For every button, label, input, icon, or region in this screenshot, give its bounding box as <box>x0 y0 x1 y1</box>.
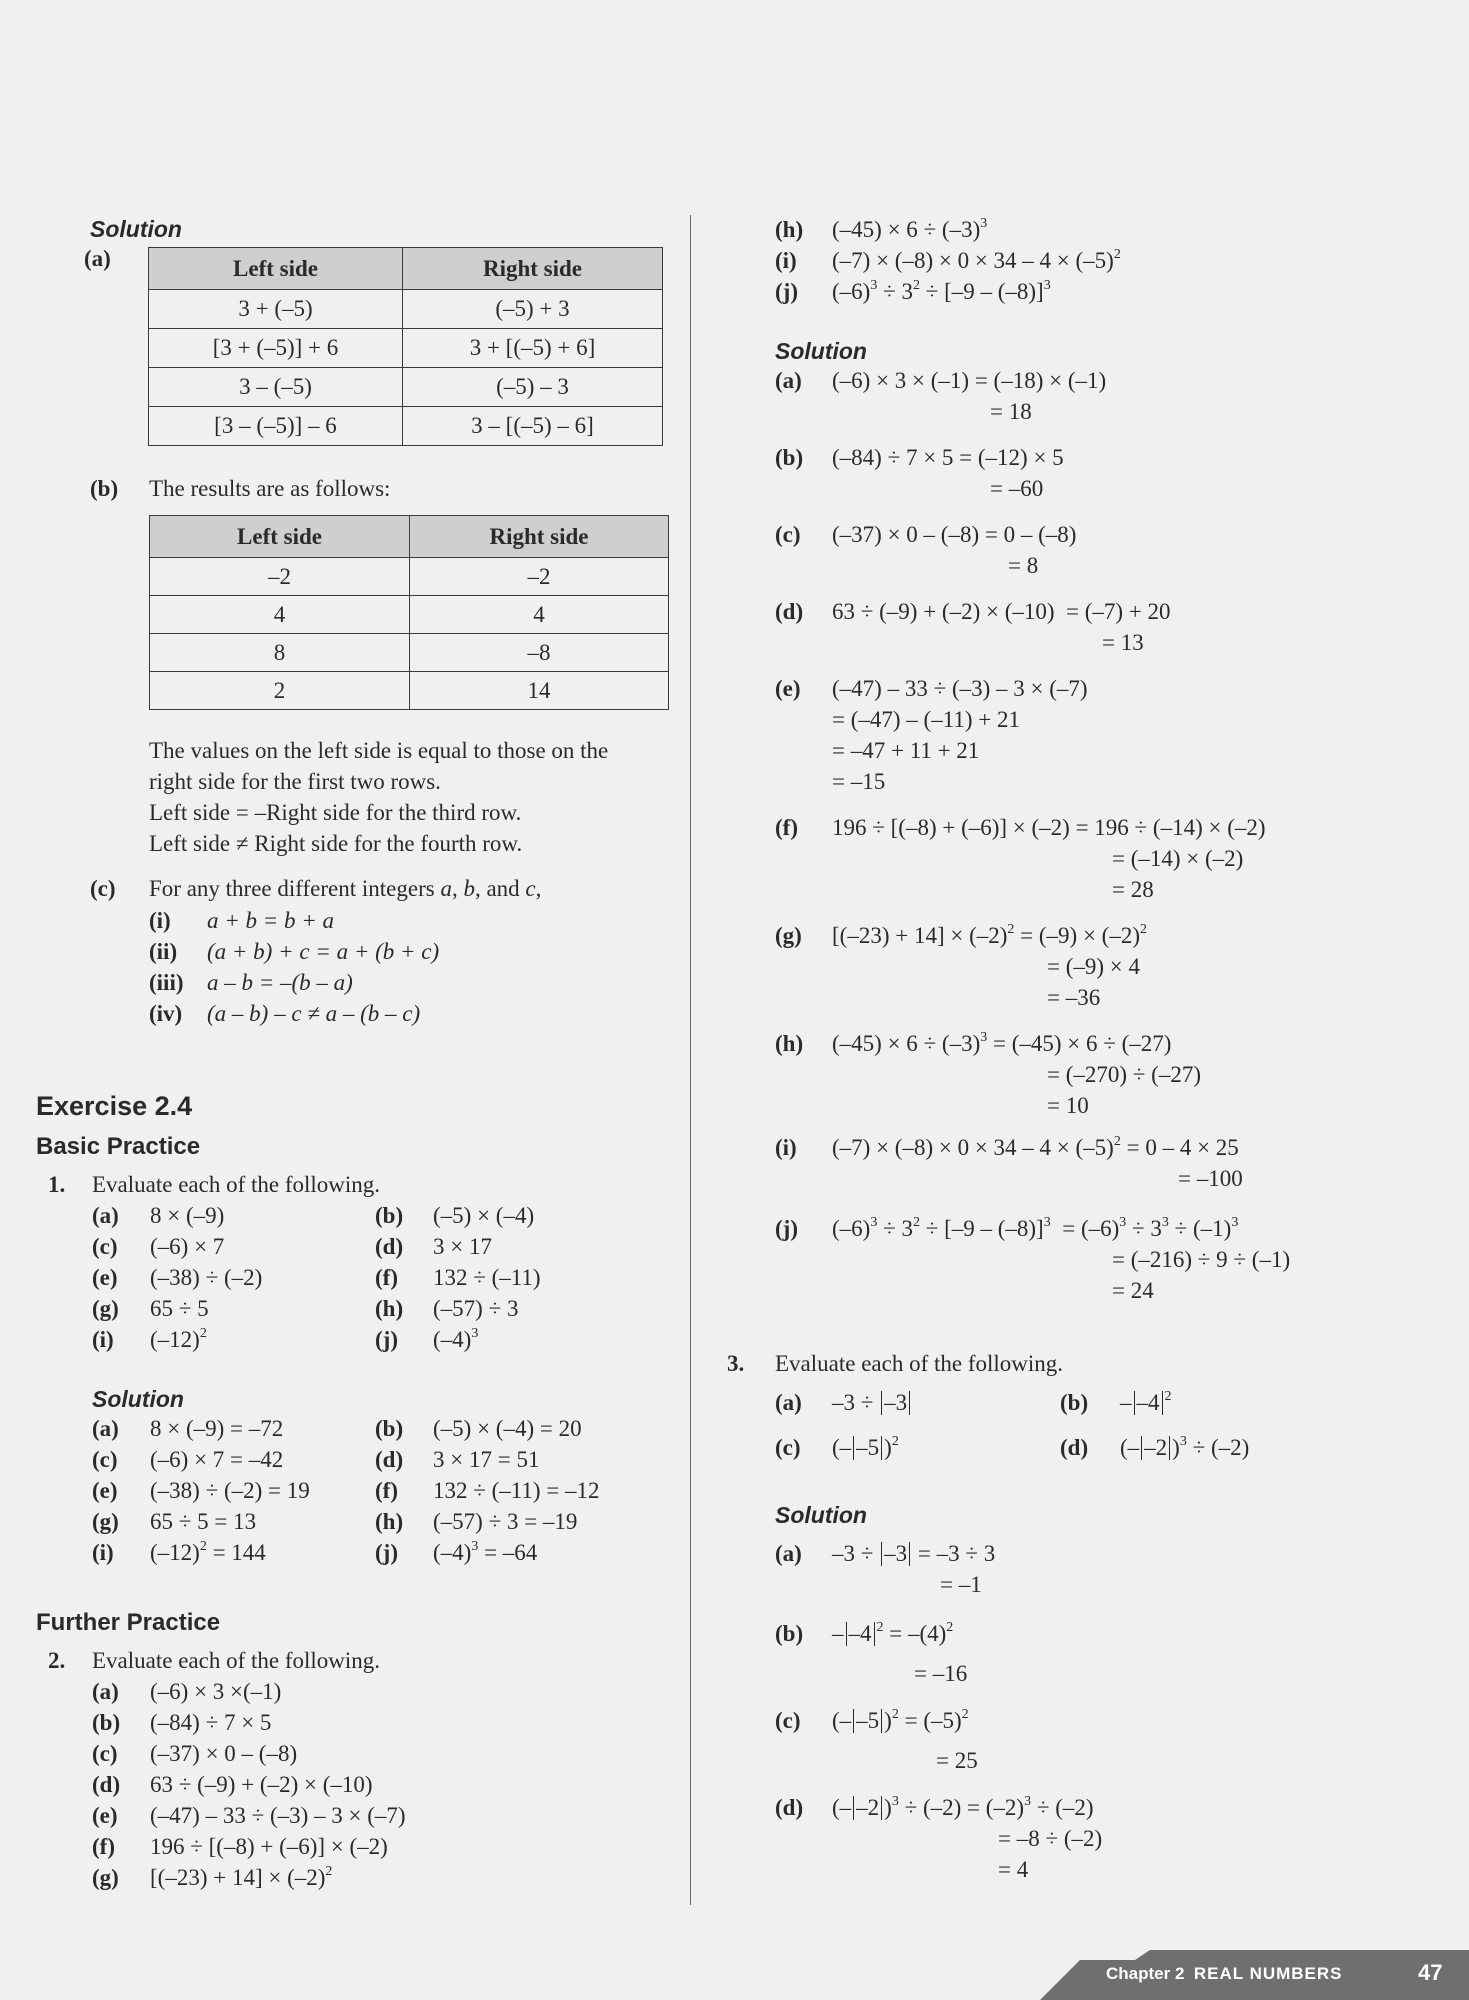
table-a <box>148 247 663 446</box>
item-label: (a) <box>775 1390 802 1415</box>
explanation-line: Left side ≠ Right side for the fourth row. <box>149 831 523 856</box>
property-expression: a + b = b + a <box>207 908 335 933</box>
answer-expression: (–5) × (–4) = 20 <box>433 1416 582 1441</box>
item-label: (f) <box>375 1478 398 1503</box>
item-label: (e) <box>775 676 801 701</box>
item-label: (e) <box>92 1478 118 1503</box>
exercise-expression: $(-4)^3$ <box>433 1326 479 1352</box>
answer-expression: (–84) ÷ 7 × 5 = (–12) × 5 <box>832 445 1064 470</box>
item-label: (a) <box>92 1416 119 1441</box>
answer-step: = –16 <box>914 1661 968 1686</box>
answer-step: = 8 <box>1008 553 1039 578</box>
question-text: Evaluate each of the following. <box>775 1351 1064 1376</box>
table-b-header-left: Left side <box>150 516 410 558</box>
table-a-cell: 3 + [(–5) + 6] <box>403 329 663 368</box>
answer-expression: (– –2 )$^3 \div (-2) = (-2)^3 \div (-2)$ <box>832 1794 1094 1820</box>
item-label: (d) <box>375 1234 404 1259</box>
item-label: (b) <box>375 1203 404 1228</box>
item-label: (h) <box>375 1509 404 1534</box>
table-b-cell: –8 <box>410 634 669 672</box>
table-a-header-left: Left side <box>149 248 403 290</box>
item-label: (iii) <box>149 970 184 995</box>
column-divider <box>690 215 691 1905</box>
item-label: (ii) <box>149 939 178 964</box>
explanation-line: The values on the left side is equal to those on the <box>149 738 609 763</box>
item-label: (b) <box>90 476 119 501</box>
answer-step: = 18 <box>990 399 1032 424</box>
answer-step: = (–14) × (–2) <box>1112 846 1244 871</box>
exercise-expression: 65 ÷ 5 <box>150 1296 209 1321</box>
answer-step: = (–47) – (–11) + 21 <box>832 707 1020 732</box>
item-label: (c) <box>92 1234 118 1259</box>
answer-step: = 10 <box>1047 1093 1089 1118</box>
item-label: (b) <box>775 1621 804 1646</box>
question-number: 1. <box>48 1172 66 1197</box>
item-label: (b) <box>1060 1390 1089 1415</box>
item-label: (c) <box>775 522 801 547</box>
answer-expression: $(-12)^2 = 144$ <box>150 1539 266 1565</box>
table-a-cell: (–5) – 3 <box>403 368 663 407</box>
item-label: (c) <box>90 876 116 901</box>
results-intro: The results are as follows: <box>149 476 391 501</box>
table-a-cell: [3 – (–5)] – 6 <box>149 407 403 446</box>
table-a-cell: (–5) + 3 <box>403 290 663 329</box>
item-label: (d) <box>1060 1435 1089 1460</box>
item-label: (j) <box>775 279 798 304</box>
answer-expression: (–47) – 33 ÷ (–3) – 3 × (–7) <box>832 676 1088 701</box>
item-label: (a) <box>92 1203 119 1228</box>
answer-expression: 63 ÷ (–9) + (–2) × (–10) = (–7) + 20 <box>832 599 1171 624</box>
exercise-expression: $(-7) \times (-8) \times 0 \times 34 - 4 \times (-5)^2$ <box>832 247 1121 273</box>
item-label: (g) <box>92 1865 119 1890</box>
property-intro: For any three different integers a, b, and c, <box>149 876 542 901</box>
answer-expression: –3 ÷ –3 = –3 ÷ 3 <box>832 1541 996 1566</box>
exercise-expression: (– –2 )$^3$ ÷ (–2) <box>1120 1434 1250 1460</box>
table-b-cell: 8 <box>150 634 410 672</box>
solution-heading: Solution <box>92 1386 184 1412</box>
solution-heading: Solution <box>775 338 867 364</box>
table-b <box>149 515 669 710</box>
exercise-expression: 196 ÷ [(–8) + (–6)] × (–2) <box>150 1834 388 1859</box>
item-label: (j) <box>375 1540 398 1565</box>
item-label: (g) <box>92 1296 119 1321</box>
exercise-expression: (–84) ÷ 7 × 5 <box>150 1710 272 1735</box>
item-label: (h) <box>775 217 804 242</box>
answer-step: = (–216) ÷ 9 ÷ (–1) <box>1112 1247 1291 1272</box>
item-label: (c) <box>775 1708 801 1733</box>
answer-step: = 25 <box>936 1748 978 1773</box>
answer-expression: 132 ÷ (–11) = –12 <box>433 1478 600 1503</box>
item-label: (c) <box>775 1435 801 1460</box>
answer-expression: 8 × (–9) = –72 <box>150 1416 284 1441</box>
answer-expression: $(-7) \times (-8) \times 0 \times 34 - 4 \times (-5)^2 = 0 - 4 \times 25$ <box>832 1134 1239 1160</box>
table-a-cell: 3 – [(–5) – 6] <box>403 407 663 446</box>
table-b-cell: –2 <box>410 558 669 596</box>
item-label: (c) <box>92 1447 118 1472</box>
exercise-expression: 8 × (–9) <box>150 1203 225 1228</box>
exercise-expression: (– –5 )$^2$ <box>832 1434 899 1460</box>
exercise-expression: $(-45) \times 6 \div (-3)^3$ <box>832 216 988 242</box>
exercise-expression: –3 ÷ –3 <box>832 1391 912 1415</box>
item-label: (d) <box>92 1772 121 1797</box>
answer-step: = –1 <box>940 1572 982 1597</box>
item-label: (c) <box>92 1741 118 1766</box>
exercise-expression: (–6) × 3 ×(–1) <box>150 1679 282 1704</box>
answer-step: = (–270) ÷ (–27) <box>1047 1062 1201 1087</box>
answer-step: = –15 <box>832 769 886 794</box>
answer-step: = 24 <box>1112 1278 1154 1303</box>
exercise-expression: $(-6)^3 \div 3^2 \div [-9 - (-8)]^3$ <box>832 278 1051 304</box>
answer-expression: (– –5 )$^2 = (-5)^2$ <box>832 1707 969 1733</box>
solution-heading: Solution <box>90 216 182 242</box>
explanation-line: Left side = –Right side for the third row. <box>149 800 522 825</box>
question-number: 3. <box>727 1351 745 1376</box>
answer-step: = –47 + 11 + 21 <box>832 738 980 763</box>
exercise-expression: (–5) × (–4) <box>433 1203 535 1228</box>
item-label: (g) <box>92 1509 119 1534</box>
exercise-expression: (–37) × 0 – (–8) <box>150 1741 298 1766</box>
table-b-header-right: Right side <box>410 516 669 558</box>
item-label: (a) <box>775 368 802 393</box>
property-expression: (a – b) – c ≠ a – (b – c) <box>207 1001 421 1026</box>
answer-expression: 3 × 17 = 51 <box>433 1447 540 1472</box>
answer-expression: $(-45) \times 6 \div (-3)^3 = (-45) \times 6 \div (-27)$ <box>832 1030 1172 1056</box>
answer-step: = 13 <box>1102 630 1144 655</box>
answer-step: = –8 ÷ (–2) <box>998 1826 1103 1851</box>
property-expression: (a + b) + c = a + (b + c) <box>207 939 440 964</box>
item-label: (i) <box>775 1135 797 1160</box>
table-a-cell: 3 – (–5) <box>149 368 403 407</box>
answer-expression: $(-6)^3 \div 3^2 \div [-9 - (-8)]^3 = (-6)^3 \div 3^3 \div (-1)^3$ <box>832 1215 1239 1241</box>
item-label: (iv) <box>149 1001 183 1026</box>
answer-step: = –100 <box>1178 1166 1243 1191</box>
table-b-cell: –2 <box>150 558 410 596</box>
table-b-cell: 2 <box>150 672 410 710</box>
item-label: (i) <box>92 1327 114 1352</box>
exercise-expression: (–47) – 33 ÷ (–3) – 3 × (–7) <box>150 1803 406 1828</box>
answer-expression: (–37) × 0 – (–8) = 0 – (–8) <box>832 522 1077 547</box>
item-label: (f) <box>375 1265 398 1290</box>
item-label: (a) <box>775 1541 802 1566</box>
exercise-expression: 63 ÷ (–9) + (–2) × (–10) <box>150 1772 373 1797</box>
exercise-expression: (–57) ÷ 3 <box>433 1296 519 1321</box>
solution-heading: Solution <box>775 1502 867 1528</box>
item-label: (i) <box>149 908 171 933</box>
item-label: (h) <box>375 1296 404 1321</box>
exercise-expression: (–6) × 7 <box>150 1234 225 1259</box>
answer-step: = –60 <box>990 476 1044 501</box>
table-b-cell: 4 <box>150 596 410 634</box>
question-number: 2. <box>48 1648 66 1673</box>
item-label: (e) <box>92 1803 118 1828</box>
item-label: (d) <box>775 599 804 624</box>
answer-expression: 196 ÷ [(–8) + (–6)] × (–2) = 196 ÷ (–14) × (–2) <box>832 815 1266 840</box>
answer-expression: – –4 $^2 = -(4)^2$ <box>832 1620 954 1646</box>
basic-practice-heading: Basic Practice <box>36 1133 201 1160</box>
table-b-cell: 14 <box>410 672 669 710</box>
answer-expression: (–6) × 3 × (–1) = (–18) × (–1) <box>832 368 1107 393</box>
item-label: (i) <box>92 1540 114 1565</box>
answer-expression: (–57) ÷ 3 = –19 <box>433 1509 578 1534</box>
exercise-title: Exercise 2.4 <box>36 1091 193 1121</box>
item-label: (f) <box>92 1834 115 1859</box>
item-label: (g) <box>775 923 802 948</box>
item-label: (e) <box>92 1265 118 1290</box>
item-label: (d) <box>775 1795 804 1820</box>
item-label: (b) <box>775 445 804 470</box>
answer-step: = 28 <box>1112 877 1154 902</box>
answer-step: = 4 <box>998 1857 1029 1882</box>
exercise-expression: – –4 $^2$ <box>1120 1389 1172 1415</box>
item-label: (i) <box>775 248 797 273</box>
item-label: (f) <box>775 815 798 840</box>
question-text: Evaluate each of the following. <box>92 1172 381 1197</box>
answer-expression: 65 ÷ 5 = 13 <box>150 1509 257 1534</box>
item-label: (a) <box>92 1679 119 1704</box>
table-a-cell: 3 + (–5) <box>149 290 403 329</box>
item-label: (a) <box>84 246 111 271</box>
table-a-header-right: Right side <box>403 248 663 290</box>
answer-expression: (–38) ÷ (–2) = 19 <box>150 1478 310 1503</box>
property-expression: a – b = –(b – a) <box>207 970 353 995</box>
table-b-cell: 4 <box>410 596 669 634</box>
answer-step: = –36 <box>1047 985 1101 1010</box>
item-label: (j) <box>375 1327 398 1352</box>
answer-expression: $[(-23) + 14] \times (-2)^2 = (-9) \times (-2)^2$ <box>832 922 1147 948</box>
item-label: (b) <box>92 1710 121 1735</box>
exercise-expression: $[(-23) + 14] \times (-2)^2$ <box>150 1864 333 1890</box>
answer-expression: $(-4)^3 = -64$ <box>433 1539 538 1565</box>
item-label: (d) <box>375 1447 404 1472</box>
explanation-line: right side for the first two rows. <box>149 769 441 794</box>
item-label: (h) <box>775 1031 804 1056</box>
item-label: (b) <box>375 1416 404 1441</box>
further-practice-heading: Further Practice <box>36 1609 221 1636</box>
exercise-expression: 132 ÷ (–11) <box>433 1265 541 1290</box>
exercise-expression: (–38) ÷ (–2) <box>150 1265 263 1290</box>
answer-expression: (–6) × 7 = –42 <box>150 1447 284 1472</box>
question-text: Evaluate each of the following. <box>92 1648 381 1673</box>
item-label: (j) <box>775 1216 798 1241</box>
exercise-expression: 3 × 17 <box>433 1234 492 1259</box>
exercise-expression: $(-12)^2$ <box>150 1326 207 1352</box>
chapter-label: Chapter 2 REAL NUMBERS <box>1106 1964 1343 1983</box>
table-a-cell: [3 + (–5)] + 6 <box>149 329 403 368</box>
answer-step: = (–9) × 4 <box>1047 954 1141 979</box>
page-number: 47 <box>1418 1960 1443 1985</box>
